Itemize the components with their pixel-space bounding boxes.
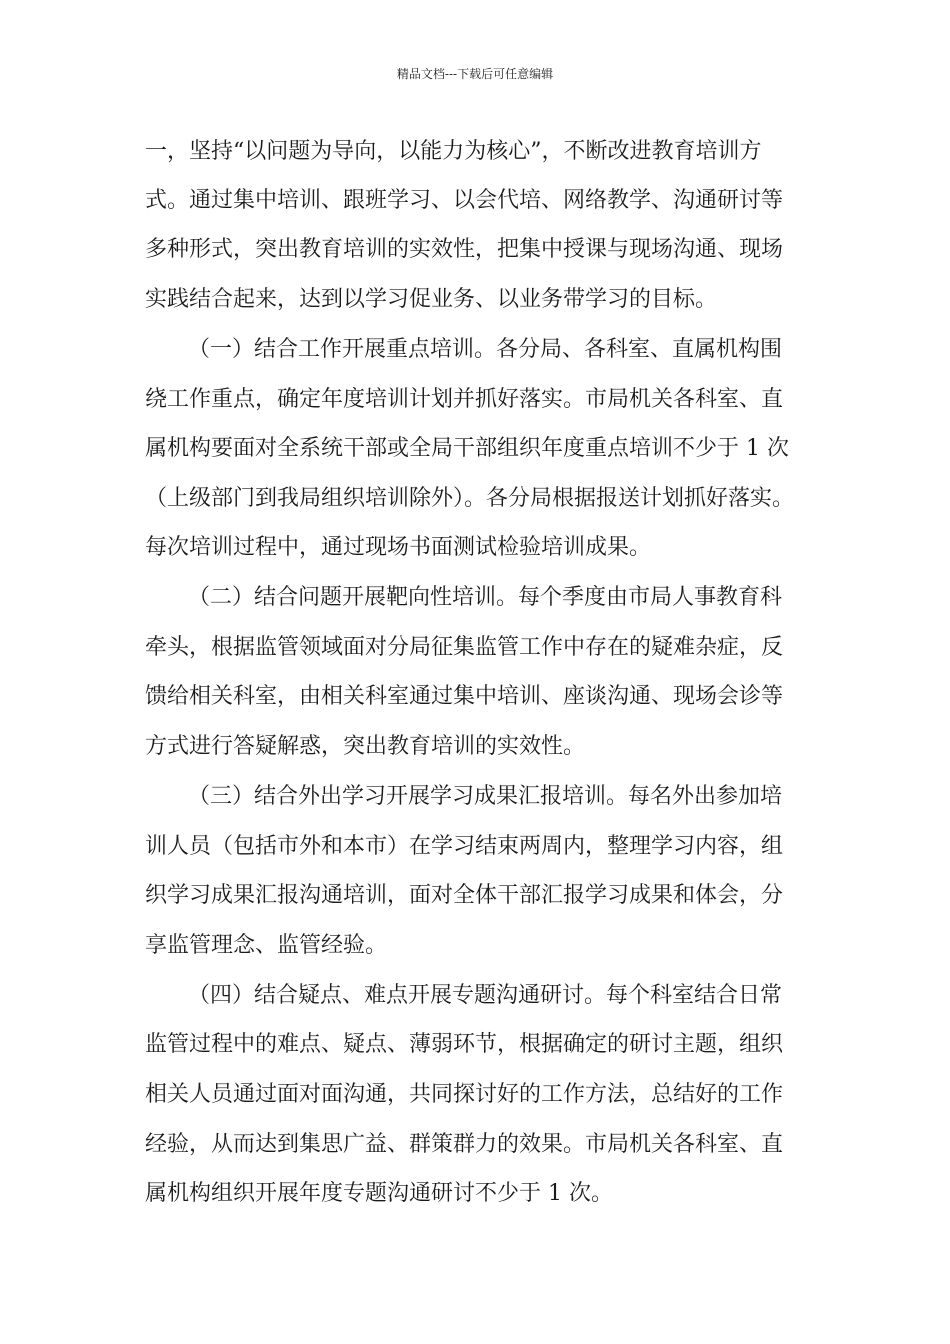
text-line: 相关人员通过面对面沟通，共同探讨好的工作方法，总结好的工作	[145, 1082, 784, 1107]
text-line: 属机构要面对全系统干部或全局干部组织年度重点培训不少于 1 次	[145, 436, 789, 461]
text-line: 方式进行答疑解惑，突出教育培训的实效性。	[145, 734, 586, 759]
text-line: 织学习成果汇报沟通培训，面对全体干部汇报学习成果和体会，分	[145, 883, 784, 908]
text-line: 享监管理念、监管经验。	[145, 933, 388, 958]
text-line: 馈给相关科室，由相关科室通过集中培训、座谈沟通、现场会诊等	[145, 684, 784, 709]
text-line: 多种形式，突出教育培训的实效性，把集中授课与现场沟通、现场	[145, 237, 784, 262]
text-line: 实践结合起来，达到以学习促业务、以业务带学习的目标。	[145, 287, 718, 312]
text-line: 训人员（包括市外和本市）在学习结束两周内，整理学习内容，组	[145, 834, 784, 859]
text-line: 一，坚持“以问题为导向，以能力为核心”，不断改进教育培训方	[145, 139, 762, 164]
text-line: （上级部门到我局组织培训除外）。各分局根据报送计划抓好落实。	[145, 486, 795, 511]
text-line: 式。通过集中培训、跟班学习、以会代培、网络教学、沟通研讨等	[145, 188, 784, 213]
text-line: （二）结合问题开展靶向性培训。每个季度由市局人事教育科	[188, 585, 783, 610]
text-line: 经验，从而达到集思广益、群策群力的效果。市局机关各科室、直	[145, 1132, 784, 1157]
text-line: （四）结合疑点、难点开展专题沟通研讨。每个科室结合日常	[188, 983, 783, 1008]
text-line: 绕工作重点，确定年度培训计划并抓好落实。市局机关各科室、直	[145, 387, 784, 412]
text-line: （一）结合工作开展重点培训。各分局、各科室、直属机构围	[188, 337, 783, 362]
text-line: （三）结合外出学习开展学习成果汇报培训。每名外出参加培	[188, 784, 783, 809]
text-line: 属机构组织开展年度专题沟通研讨不少于 1 次。	[145, 1181, 613, 1206]
text-line: 牵头，根据监管领域面对分局征集监管工作中存在的疑难杂症，反	[145, 635, 784, 660]
page-header: 精品文档---下载后可任意编辑	[396, 67, 554, 81]
text-line: 每次培训过程中，通过现场书面测试检验培训成果。	[145, 535, 652, 560]
text-line: 监管过程中的难点、疑点、薄弱环节，根据确定的研讨主题，组织	[145, 1032, 784, 1057]
